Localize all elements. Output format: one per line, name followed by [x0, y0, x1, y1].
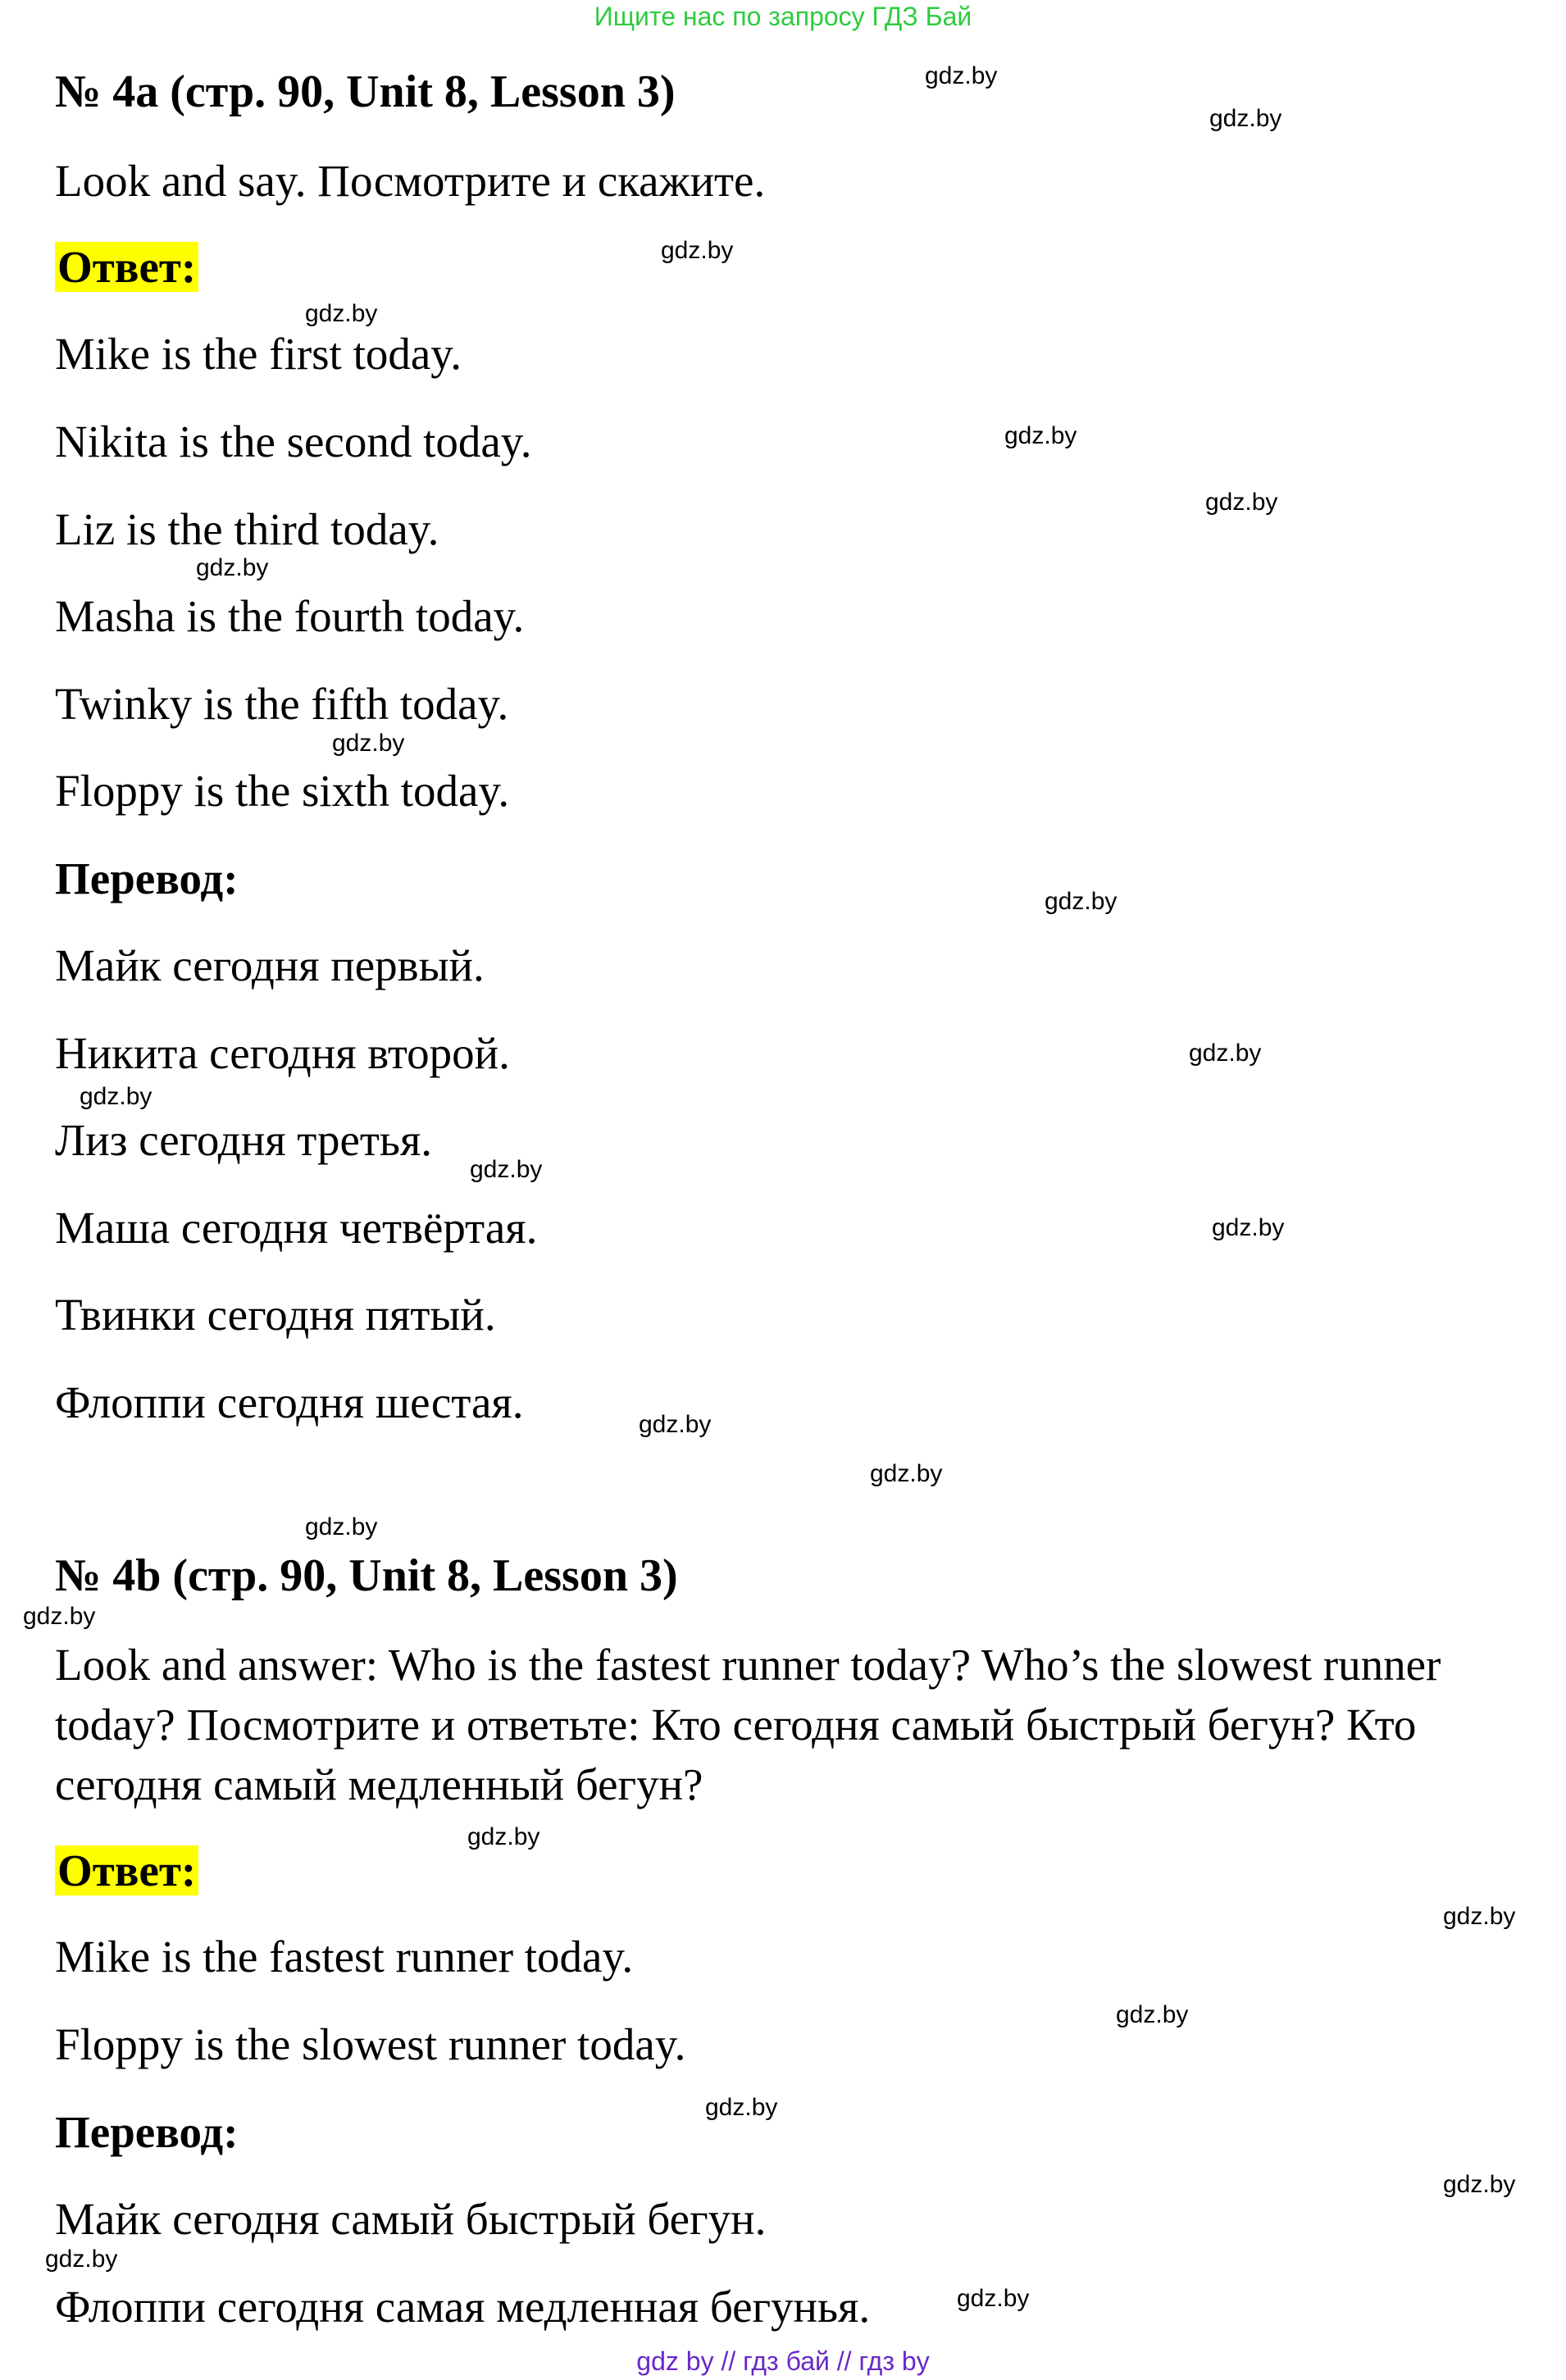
watermark: gdz.by: [1209, 105, 1282, 132]
translation-line: Флоппи сегодня самая медленная бегунья.: [55, 2282, 871, 2332]
translation-line: Майк сегодня первый.: [55, 940, 485, 990]
footer-links[interactable]: gdz by // гдз бай // гдз by: [636, 2346, 930, 2376]
watermark: gdz.by: [23, 1603, 96, 1630]
answer-line: Twinky is the fifth today.: [55, 679, 509, 729]
answer-line: Nikita is the second today.: [55, 416, 532, 466]
translation-line: Твинки сегодня пятый.: [55, 1290, 496, 1340]
exercise-4a-title: № 4a (стр. 90, Unit 8, Lesson 3): [55, 66, 676, 117]
answer-highlight: Ответ:: [55, 1845, 198, 1895]
watermark: gdz.by: [1004, 422, 1077, 449]
watermark: gdz.by: [1205, 489, 1278, 516]
watermark: gdz.by: [1443, 2171, 1516, 2198]
watermark: gdz.by: [80, 1083, 153, 1110]
exercise-4a-translation-label: Перевод:: [55, 853, 239, 903]
watermark: gdz.by: [467, 1823, 540, 1850]
watermark: gdz.by: [661, 237, 734, 264]
translation-line: Лиз сегодня третья.: [55, 1115, 433, 1165]
watermark: gdz.by: [870, 1460, 943, 1487]
exercise-4a-task: Look and say. Посмотрите и скажите.: [55, 156, 766, 206]
watermark: gdz.by: [925, 62, 998, 89]
top-banner[interactable]: Ищите нас по запросу ГДЗ Бай: [594, 2, 972, 31]
exercise-4a-answer-label: [55, 241, 198, 294]
watermark: gdz.by: [1212, 1214, 1285, 1241]
watermark: gdz.by: [1045, 888, 1118, 915]
watermark: gdz.by: [705, 2094, 778, 2121]
watermark: gdz.by: [1189, 1040, 1262, 1067]
watermark: gdz.by: [305, 300, 378, 327]
watermark: gdz.by: [332, 730, 405, 757]
watermark: gdz.by: [470, 1156, 543, 1183]
exercise-4b-translation-label: Перевод:: [55, 2107, 239, 2157]
watermark: gdz.by: [45, 2246, 118, 2273]
watermark: gdz.by: [196, 554, 269, 581]
watermark: gdz.by: [639, 1411, 712, 1438]
translation-line: Флоппи сегодня шестая.: [55, 1377, 524, 1427]
translation-line: Майк сегодня самый быстрый бегун.: [55, 2194, 767, 2244]
watermark: gdz.by: [305, 1513, 378, 1540]
answer-line: Liz is the third today.: [55, 504, 439, 554]
answer-line: Mike is the first today.: [55, 329, 462, 379]
answer-line: Mike is the fastest runner today.: [55, 1932, 634, 1982]
answer-line: Floppy is the slowest runner today.: [55, 2019, 686, 2069]
exercise-4b-task: Look and answer: Who is the fastest runner today? Who’s the slowest runner today? Посмотрите и ответьте: Кто сегодня самый быстрый бегун? Кто сегодня самый медленный бегун?: [55, 1640, 1441, 1809]
answer-line: Floppy is the sixth today.: [55, 766, 510, 816]
exercise-4b-answer-label: [55, 1845, 198, 1897]
watermark: gdz.by: [957, 2285, 1030, 2312]
watermark: gdz.by: [1443, 1903, 1516, 1930]
watermark: gdz.by: [1116, 2001, 1189, 2028]
translation-line: Никита сегодня второй.: [55, 1028, 510, 1078]
exercise-4b-title: № 4b (стр. 90, Unit 8, Lesson 3): [55, 1550, 678, 1601]
answer-line: Masha is the fourth today.: [55, 591, 525, 641]
translation-line: Маша сегодня четвёртая.: [55, 1203, 538, 1253]
answer-highlight: Ответ:: [55, 242, 198, 292]
